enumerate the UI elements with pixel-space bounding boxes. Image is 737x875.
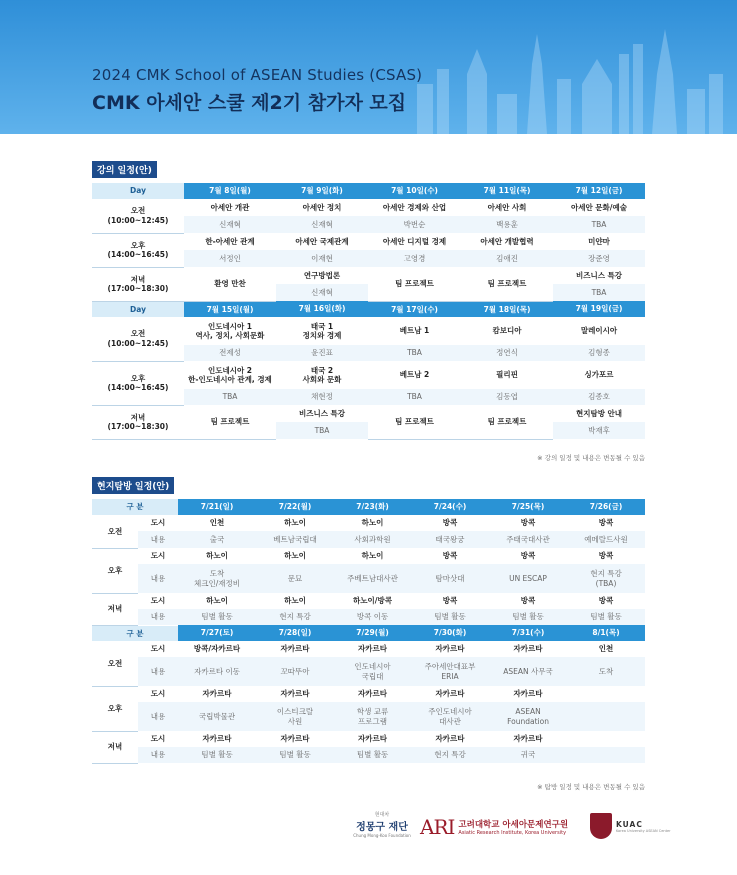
city: 자카르타 [202, 734, 232, 744]
city: 인천 [598, 644, 614, 654]
lecturer: 신재혁 [184, 216, 276, 233]
kuac-logo [590, 813, 671, 839]
cell-line: (17:00~18:30) [107, 284, 169, 293]
cell-line: 학생 교류 [356, 707, 389, 717]
city: 자카르타 [435, 689, 465, 699]
cell-line: 저녁 [130, 274, 146, 284]
field-trip-table [92, 499, 645, 764]
cell-line: 태국 1 [310, 321, 334, 331]
kind-content: 내용 [138, 747, 178, 763]
cell-line: 현지 특강 [590, 569, 622, 579]
lecturer: TBA [553, 284, 645, 301]
day-cell: 7월 8일(월) [184, 183, 276, 199]
cell-line: 사회와 문화 [302, 375, 342, 384]
city: 자카르타 [358, 734, 387, 744]
table-header-row [92, 183, 645, 199]
table-row [92, 531, 645, 548]
city: 방콕 [520, 596, 536, 606]
field-head: 구 분 [92, 625, 178, 641]
city: 자카르타 [435, 734, 465, 744]
lecturer: 신재혁 [276, 284, 368, 301]
city: 하노이 [361, 551, 384, 561]
ari-english-name: Asiatic Research Institute, Korea University [458, 830, 567, 836]
city: 자카르타 [513, 689, 543, 699]
content [567, 747, 645, 763]
content: 방콕 이동 [334, 609, 411, 625]
table-header-row [92, 301, 645, 317]
day-cell: 7월 12일(금) [553, 183, 645, 199]
content: 베트남국립대 [256, 531, 334, 548]
city: 방콕 [442, 518, 458, 528]
table-row [92, 747, 645, 763]
table-row [92, 657, 645, 686]
topic [276, 361, 368, 389]
table-row [92, 233, 645, 250]
table-row [92, 731, 645, 747]
kind-content: 내용 [138, 531, 178, 548]
slot-afternoon [92, 233, 184, 267]
ari-korean-name: 고려대학교 아세아문제연구원 [458, 820, 569, 830]
topic: 베트남 1 [399, 326, 430, 336]
city: 방콕 [520, 518, 536, 528]
cell-line: 인도네시아 2 [207, 365, 253, 375]
table-row [92, 564, 645, 593]
lecturer: TBA [368, 345, 461, 361]
city: 하노이 [206, 551, 228, 561]
day-cell: 7/28(일) [256, 625, 334, 641]
city: 방콕 [520, 551, 536, 561]
time-morning: 오전 [92, 641, 138, 686]
city: 하노이 [361, 518, 384, 528]
kind-city: 도시 [150, 734, 166, 744]
topic: 연구방법론 [303, 270, 341, 280]
header-banner [0, 0, 737, 134]
content: 현지 특강 [411, 747, 489, 763]
lecturer: 박번순 [368, 216, 461, 233]
slot-afternoon [92, 361, 184, 405]
day-cell: 7월 15일(월) [184, 301, 276, 317]
content [411, 657, 489, 686]
content: 팀별 활동 [178, 609, 256, 625]
host-english: Chung Mong-Koo Foundation [353, 833, 411, 838]
lecturer: 고영경 [368, 250, 461, 267]
day-cell: 7월 9일(화) [276, 183, 368, 199]
kind-city: 도시 [150, 596, 166, 606]
cell-line: 오후 [130, 240, 146, 250]
ari-mark: ARI [420, 815, 455, 839]
city: 자카르타 [358, 644, 387, 654]
cell-line: (10:00~12:45) [107, 338, 169, 348]
topic [276, 317, 368, 345]
cell-line: (TBA) [595, 578, 617, 588]
table-row [92, 267, 645, 284]
city: 방콕 [598, 518, 614, 528]
content: 사회과학원 [334, 531, 411, 548]
topic: 아세안 정치 [302, 202, 342, 212]
cell-line: 사원 [287, 716, 303, 726]
lecturer: 백용훈 [461, 216, 553, 233]
cell-line: 프로그램 [358, 716, 387, 726]
content [411, 702, 489, 731]
city: 방콕/자카르타 [193, 644, 241, 654]
content [567, 702, 645, 731]
cell-line: 오전 [130, 206, 146, 216]
city: 방콕 [598, 551, 614, 561]
cell-line: (17:00~18:30) [107, 422, 169, 431]
topic: 아세안 개발협력 [480, 236, 534, 246]
table-header-row [92, 499, 645, 515]
lecturer: 채현정 [276, 389, 368, 405]
kind-content: 내용 [138, 609, 178, 625]
content: 팀별 활동 [489, 609, 567, 625]
topic: 팀 프로젝트 [461, 405, 553, 439]
lecturer: 박재후 [553, 422, 645, 439]
content [334, 702, 411, 731]
day-header: Day [92, 301, 184, 317]
cell-line: 도착 [209, 569, 225, 579]
city: 방콕 [598, 596, 614, 606]
cell-line: 주인도네시아 [428, 707, 472, 717]
topic: 환영 만찬 [184, 267, 276, 301]
topic: 현지탐방 안내 [575, 408, 623, 418]
day-cell: 7/25(목) [489, 499, 567, 515]
kind-city: 도시 [150, 551, 166, 561]
cell-line: 인도네시아 [354, 662, 391, 672]
day-cell: 7/22(월) [256, 499, 334, 515]
cell-line: 태국 2 [310, 365, 334, 375]
korea-university-crest-icon [590, 813, 612, 839]
content: 태국왕궁 [411, 531, 489, 548]
topic: 싱가포르 [584, 370, 614, 380]
lecture-schedule-table [92, 183, 645, 440]
day-cell: 7월 17일(수) [368, 301, 461, 317]
day-cell: 7/27(토) [178, 625, 256, 641]
topic: 미얀마 [588, 236, 610, 246]
cell-line: Foundation [507, 716, 549, 726]
lecturer: 김형종 [553, 345, 645, 361]
table-row [92, 609, 645, 625]
cell-line: ASEAN [515, 707, 541, 717]
kind-content: 내용 [138, 702, 178, 731]
day-cell: 8/1(목) [567, 625, 645, 641]
content: UN ESCAP [489, 564, 567, 593]
table-row [92, 199, 645, 216]
content [178, 564, 256, 593]
lecturer: 전제성 [184, 345, 276, 361]
cell-line: 이스티크랄 [276, 707, 314, 717]
kind-content: 내용 [138, 657, 178, 686]
cell-line: 체크인/재정비 [194, 578, 241, 588]
slot-evening [92, 405, 184, 439]
city: 방콕 [442, 596, 458, 606]
lecturer: 서정인 [184, 250, 276, 267]
table-row [92, 686, 645, 702]
content: 자카르타 이동 [178, 657, 256, 686]
field-note: ※ 탐방 일정 및 내용은 변동될 수 있음 [537, 783, 645, 791]
lecturer: 이재현 [276, 250, 368, 267]
cell-line: 오전 [130, 329, 146, 339]
cell-line: 역사, 정치, 사회문화 [195, 331, 265, 340]
city: 자카르타 [280, 689, 310, 699]
cell-line: ERIA [441, 671, 459, 681]
city: 자카르타 [280, 644, 310, 654]
topic: 캄보디아 [492, 326, 522, 336]
city [567, 686, 645, 702]
topic: 팀 프로젝트 [184, 405, 276, 439]
time-morning: 오전 [92, 515, 138, 548]
content: 팀별 활동 [334, 747, 411, 763]
slot-morning [92, 317, 184, 361]
content: 도착 [567, 657, 645, 686]
cell-line: 저녁 [130, 412, 146, 422]
topic: 한-아세안 관계 [205, 236, 255, 246]
day-cell: 7월 16일(화) [276, 301, 368, 317]
table-row [92, 405, 645, 422]
kuac-english: Korea University ASEAN Center [616, 828, 671, 833]
topic: 필리핀 [496, 370, 518, 380]
content: 탐마삿대 [411, 564, 489, 593]
cell-line: 국립대 [361, 671, 384, 681]
lecturer: 신재혁 [276, 216, 368, 233]
content: 팀별 활동 [256, 747, 334, 763]
day-cell: 7/29(월) [334, 625, 411, 641]
city: 하노이 [284, 551, 306, 561]
chung-mong-koo-foundation-logo [352, 811, 412, 838]
lecturer: TBA [553, 216, 645, 233]
header-subtitle: 2024 CMK School of ASEAN Studies (CSAS) [92, 66, 423, 84]
kind-city: 도시 [150, 644, 166, 654]
table-row [92, 361, 645, 389]
lecturer: 김애진 [461, 250, 553, 267]
day-cell: 7/23(화) [334, 499, 411, 515]
lecturer: TBA [184, 389, 276, 405]
cell-line: 대사관 [439, 716, 461, 726]
cell-line: (14:00~16:45) [107, 250, 169, 259]
cell-line: 주아세안대표부 [424, 662, 476, 672]
topic: 말레이시아 [580, 326, 618, 336]
topic: 아세안 국제관계 [295, 236, 349, 246]
table-row [92, 317, 645, 345]
content: 팀별 활동 [178, 747, 256, 763]
content: 주베트남대사관 [334, 564, 411, 593]
topic: 비즈니스 특강 [575, 270, 623, 280]
slot-evening [92, 267, 184, 301]
day-cell: 7월 10일(수) [368, 183, 461, 199]
topic: 아세안 경제와 산업 [382, 202, 447, 212]
table-row [92, 593, 645, 609]
city: 하노이/방콕 [353, 596, 392, 606]
kind-content: 내용 [138, 564, 178, 593]
content: 꼬따뚜아 [256, 657, 334, 686]
content: 팀별 활동 [567, 609, 645, 625]
lecturer: 윤진표 [276, 345, 368, 361]
content [567, 564, 645, 593]
cell-line: 정치와 경제 [302, 331, 342, 340]
topic: 팀 프로젝트 [461, 267, 553, 301]
cell-line: 오후 [130, 373, 146, 383]
cell-line: (10:00~12:45) [107, 215, 169, 225]
lecturer: 김동엽 [461, 389, 553, 405]
kind-city: 도시 [150, 689, 166, 699]
city: 하노이 [284, 518, 306, 528]
topic: 베트남 2 [399, 370, 430, 380]
lecturer: 정연식 [461, 345, 553, 361]
city [567, 731, 645, 747]
content: ASEAN 사무국 [489, 657, 567, 686]
city: 인천 [209, 518, 225, 528]
field-head: 구 분 [92, 499, 178, 515]
content: 출국 [178, 531, 256, 548]
table-row [92, 702, 645, 731]
time-evening: 저녁 [92, 731, 138, 763]
day-header: Day [92, 183, 184, 199]
content [489, 702, 567, 731]
topic [184, 317, 276, 345]
table-row [92, 515, 645, 531]
topic: 아세안 문화/예술 [570, 202, 628, 212]
city: 자카르타 [513, 644, 543, 654]
lecture-section-label: 강의 일정(안) [92, 161, 157, 178]
content: 문묘 [256, 564, 334, 593]
city: 하노이 [206, 596, 228, 606]
time-afternoon: 오후 [92, 686, 138, 731]
day-cell: 7월 11일(목) [461, 183, 553, 199]
table-row [92, 641, 645, 657]
cell-line: (14:00~16:45) [107, 383, 169, 392]
day-cell: 7/31(수) [489, 625, 567, 641]
time-evening: 저녁 [92, 593, 138, 625]
content: 팀별 활동 [411, 609, 489, 625]
field-section-label: 현지탐방 일정(안) [92, 477, 174, 494]
header-title: CMK 아세안 스쿨 제2기 참가자 모집 [92, 92, 407, 114]
topic: 아세안 개관 [210, 202, 250, 212]
city: 자카르타 [358, 689, 387, 699]
content: 현지 특강 [256, 609, 334, 625]
topic: 아세안 사회 [487, 202, 527, 212]
city: 자카르타 [280, 734, 310, 744]
topic: 팀 프로젝트 [368, 405, 461, 439]
day-cell: 7월 18일(목) [461, 301, 553, 317]
day-cell: 7/24(수) [411, 499, 489, 515]
cell-line: 인도네시아 1 [207, 321, 253, 331]
city: 방콕 [442, 551, 458, 561]
day-cell: 7/30(화) [411, 625, 489, 641]
city-skyline-illustration [407, 14, 737, 134]
topic: 아세안 디지털 경제 [382, 236, 447, 246]
kuac-name: KUAC [616, 819, 643, 829]
day-cell: 7/21(일) [178, 499, 256, 515]
content: 예메랄드사원 [567, 531, 645, 548]
time-afternoon: 오후 [92, 548, 138, 593]
city: 자카르타 [435, 644, 465, 654]
topic: 팀 프로젝트 [368, 267, 461, 301]
lecturer: 장준영 [553, 250, 645, 267]
city: 자카르타 [202, 689, 232, 699]
cell-line: 한-인도네시아 관계, 경제 [188, 375, 272, 384]
topic: 비즈니스 특강 [298, 408, 346, 418]
city: 자카르타 [513, 734, 543, 744]
content [334, 657, 411, 686]
lecture-note: ※ 강의 일정 및 내용은 변동될 수 있음 [537, 454, 645, 462]
sponsor-logos [0, 811, 737, 851]
table-row [92, 548, 645, 564]
lecturer: 김종호 [553, 389, 645, 405]
day-cell: 7월 19일(금) [553, 301, 645, 317]
kind-city: 도시 [150, 518, 166, 528]
city: 하노이 [284, 596, 306, 606]
host-name: 정몽구 재단 [356, 822, 408, 833]
content: 국립박물관 [178, 702, 256, 731]
topic [184, 361, 276, 389]
content: 귀국 [489, 747, 567, 763]
slot-morning [92, 199, 184, 233]
table-header-row [92, 625, 645, 641]
content [256, 702, 334, 731]
content: 주태국대사관 [489, 531, 567, 548]
lecturer: TBA [368, 389, 461, 405]
host-small-text: 현대차 [374, 812, 390, 818]
ari-logo [420, 815, 568, 839]
lecturer: TBA [276, 422, 368, 439]
day-cell: 7/26(금) [567, 499, 645, 515]
